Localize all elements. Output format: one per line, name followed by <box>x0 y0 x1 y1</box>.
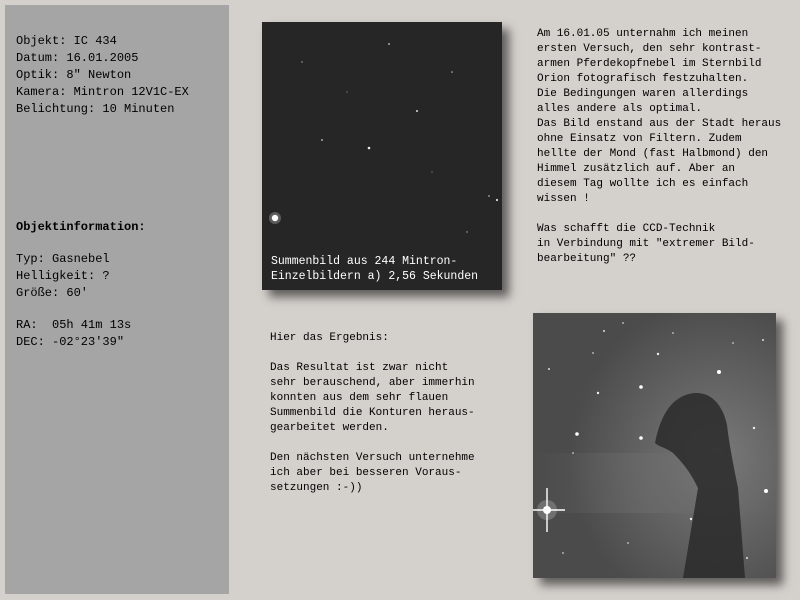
helligkeit-text: Helligkeit: ? <box>16 269 110 283</box>
dec-text: DEC: -02°23'39" <box>16 335 125 349</box>
photo-caption <box>271 254 478 284</box>
intro-line: Das Bild enstand aus der Stadt heraus <box>537 118 782 130</box>
object-info-panel <box>5 5 229 594</box>
objektinformation-heading: Objektinformation: <box>16 220 146 234</box>
horsehead-nebula-photo <box>533 313 776 578</box>
optik-text: Optik: 8" Newton <box>16 68 132 82</box>
intro-line: diesem Tag wollte ich es einfach <box>537 178 749 190</box>
capture-details <box>16 33 189 118</box>
kamera-text: Kamera: Mintron 12V1C-EX <box>16 85 189 99</box>
belichtung-text: Belichtung: 10 Minuten <box>16 102 175 116</box>
intro-line: Himmel zusätzlich auf. Aber an <box>537 163 736 175</box>
result-heading: Hier das Ergebnis: <box>270 332 389 344</box>
next-attempt-line: Den nächsten Versuch unternehme <box>270 452 475 464</box>
result-line: konnten aus dem sehr flauen <box>270 392 449 404</box>
result-line: gearbeitet werden. <box>270 422 389 434</box>
result-line: Das Resultat ist zwar nicht <box>270 362 449 374</box>
intro-line: Am 16.01.05 unternahm ich meinen <box>537 28 749 40</box>
question-line: bearbeitung" ?? <box>537 253 637 265</box>
typ-text: Typ: Gasnebel <box>16 252 110 266</box>
groesse-text: Größe: 60' <box>16 286 89 300</box>
next-attempt-line: ich aber bei besseren Voraus- <box>270 467 462 479</box>
ra-text: RA: 05h 41m 13s <box>16 318 132 332</box>
object-information <box>16 219 146 351</box>
intro-line: wissen ! <box>537 193 590 205</box>
datum-text: Datum: 16.01.2005 <box>16 51 139 65</box>
caption-line-2: Einzelbildern a) 2,56 Sekunden <box>271 270 479 283</box>
intro-line: ohne Einsatz von Filtern. Zudem <box>537 133 742 145</box>
intro-line: alles andere als optimal. <box>537 103 703 115</box>
intro-text <box>537 27 781 267</box>
nebula-image <box>533 313 776 578</box>
stacked-image-photo <box>262 22 502 290</box>
star-field-image <box>262 22 502 290</box>
result-line: sehr berauschend, aber immerhin <box>270 377 475 389</box>
question-line: Was schafft die CCD-Technik <box>537 223 716 235</box>
caption-line-1: Summenbild aus 244 Mintron- <box>271 255 458 268</box>
intro-line: armen Pferdekopfnebel im Sternbild <box>537 58 762 70</box>
intro-line: Orion fotografisch festzuhalten. <box>537 73 749 85</box>
intro-line: hellte der Mond (fast Halbmond) den <box>537 148 769 160</box>
intro-line: Die Bedingungen waren allerdings <box>537 88 749 100</box>
result-line: Summenbild die Konturen heraus- <box>270 407 475 419</box>
question-line: in Verbindung mit "extremer Bild- <box>537 238 755 250</box>
objekt-text: Objekt: IC 434 <box>16 34 117 48</box>
next-attempt-line: setzungen :-)) <box>270 482 363 494</box>
result-text <box>270 331 475 496</box>
intro-line: ersten Versuch, den sehr kontrast- <box>537 43 762 55</box>
